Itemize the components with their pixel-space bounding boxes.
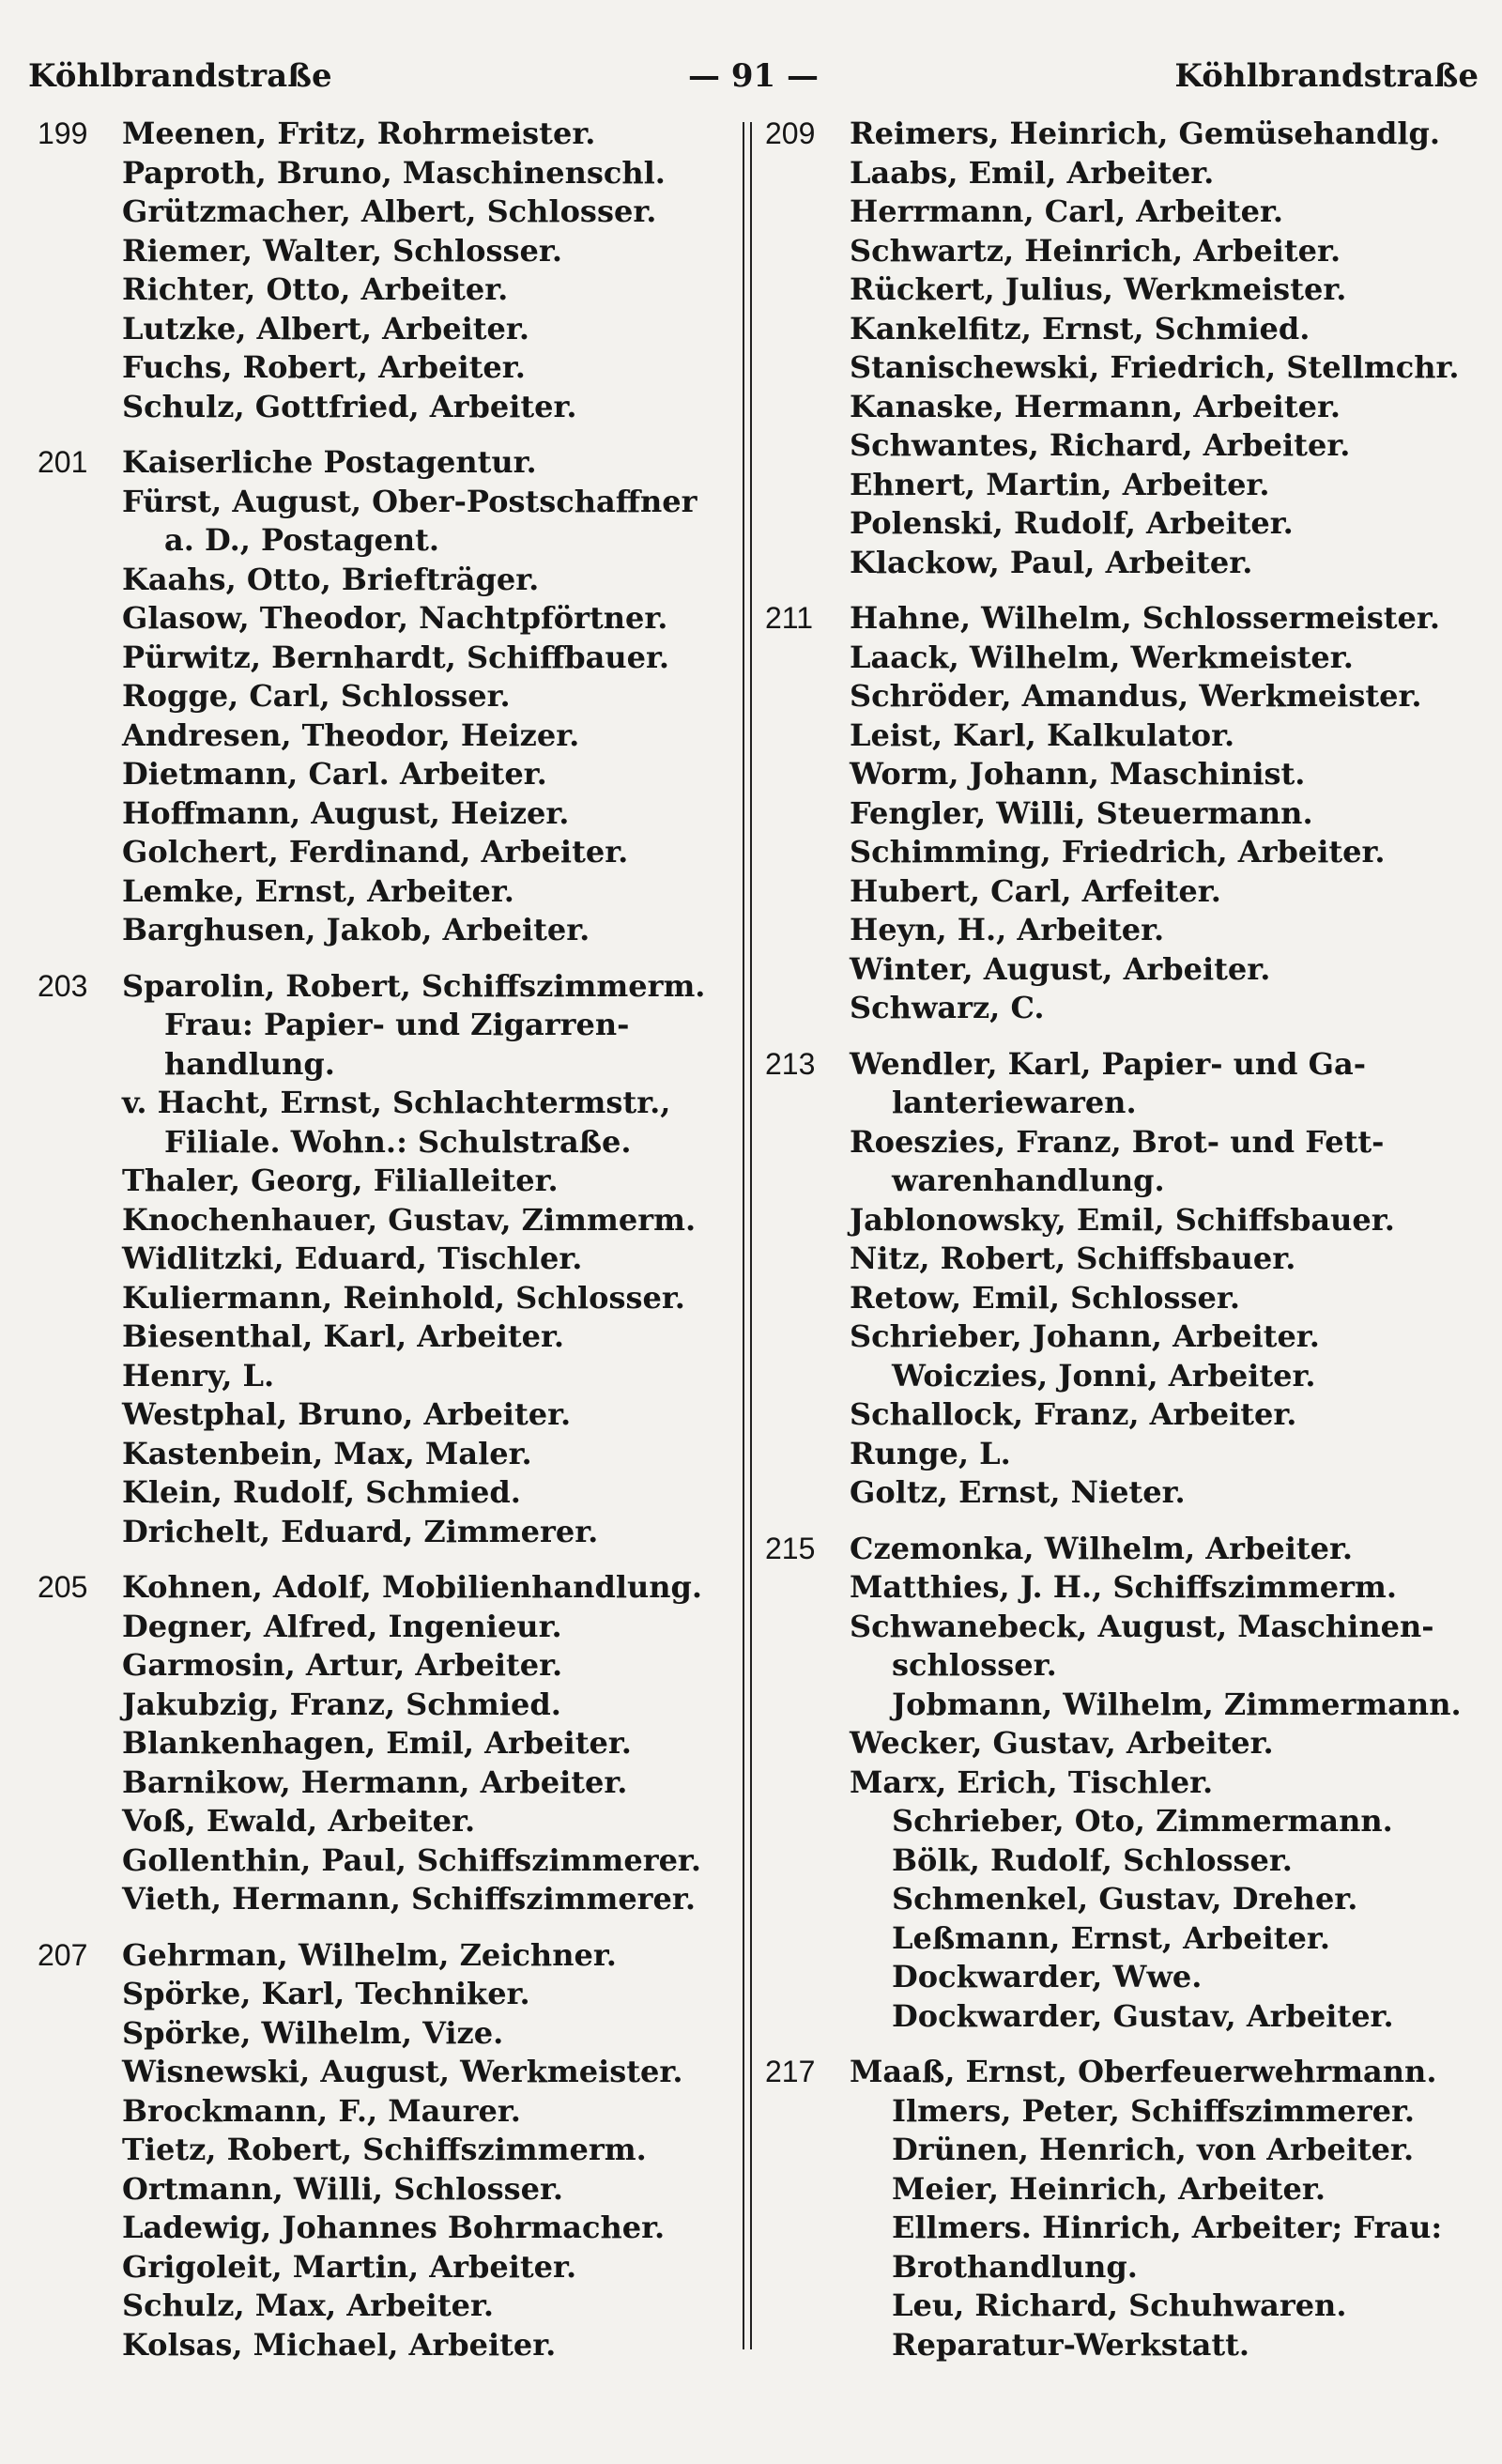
resident-line bbox=[765, 1646, 1479, 1686]
resident-line bbox=[38, 154, 732, 193]
resident-entry: Wendler, Karl, Papier- und Ga- bbox=[850, 1045, 1366, 1082]
resident-entry: Schröder, Amandus, Werkmeister. bbox=[850, 678, 1422, 714]
resident-line bbox=[765, 2248, 1479, 2287]
resident-line bbox=[765, 232, 1479, 271]
resident-line bbox=[765, 872, 1479, 912]
resident-entry: Blankenhagen, Emil, Arbeiter. bbox=[122, 1725, 632, 1761]
resident-entry: Reimers, Heinrich, Gemüsehandlg. bbox=[850, 116, 1441, 151]
resident-line bbox=[765, 2209, 1479, 2248]
resident-line bbox=[38, 1724, 732, 1763]
resident-line bbox=[38, 1357, 732, 1396]
house-entry bbox=[38, 443, 732, 950]
resident-entry: Kolsas, Michael, Arbeiter. bbox=[122, 2326, 557, 2363]
resident-entry: Vieth, Hermann, Schiffszimmerer. bbox=[122, 1881, 696, 1917]
resident-line bbox=[765, 794, 1479, 834]
resident-line bbox=[38, 1608, 732, 1647]
resident-entry: Herrmann, Carl, Arbeiter. bbox=[850, 193, 1283, 229]
resident-line bbox=[765, 1608, 1479, 1647]
resident-entry: Drichelt, Eduard, Zimmerer. bbox=[122, 1513, 599, 1549]
resident-entry: Barnikow, Hermann, Arbeiter. bbox=[122, 1763, 628, 1800]
resident-line bbox=[38, 1006, 732, 1045]
resident-entry: warenhandlung. bbox=[892, 1163, 1165, 1198]
resident-entry: Fengler, Willi, Steuermann. bbox=[850, 794, 1313, 831]
resident-entry: Ellmers. Hinrich, Arbeiter; Frau: bbox=[892, 2210, 1443, 2245]
resident-line bbox=[765, 716, 1479, 756]
resident-line bbox=[38, 1841, 732, 1881]
resident-entry: Marx, Erich, Tischler. bbox=[850, 1763, 1214, 1800]
right-column bbox=[765, 115, 1479, 2381]
resident-line bbox=[765, 1317, 1479, 1357]
resident-line bbox=[765, 911, 1479, 950]
resident-entry: Meier, Heinrich, Arbeiter. bbox=[892, 2170, 1326, 2207]
resident-entry: Jablonowsky, Emil, Schiffsbauer. bbox=[850, 1201, 1395, 1238]
page-header bbox=[28, 54, 1479, 98]
resident-entry: Fürst, August, Ober-Postschaffner bbox=[122, 483, 697, 519]
resident-entry: Glasow, Theodor, Nachtpförtner. bbox=[122, 600, 668, 636]
house-entry bbox=[765, 2053, 1479, 2364]
resident-line bbox=[38, 1045, 732, 1085]
resident-line bbox=[765, 2326, 1479, 2365]
resident-line bbox=[38, 2053, 732, 2092]
resident-entry: Rogge, Carl, Schlosser. bbox=[122, 678, 511, 714]
house-entry bbox=[765, 115, 1479, 582]
resident-line bbox=[765, 2170, 1479, 2210]
resident-line bbox=[38, 1473, 732, 1513]
resident-entry: Dietmann, Carl. Arbeiter. bbox=[122, 756, 547, 792]
resident-entry: schlosser. bbox=[892, 1647, 1057, 1683]
resident-line bbox=[38, 2170, 732, 2210]
resident-entry: v. Hacht, Ernst, Schlachtermstr., bbox=[122, 1085, 671, 1120]
resident-line bbox=[38, 388, 732, 427]
resident-entry: Laack, Wilhelm, Werkmeister. bbox=[850, 639, 1354, 675]
house-number: 201 bbox=[38, 445, 88, 479]
resident-entry: Polenski, Rudolf, Arbeiter. bbox=[850, 505, 1294, 541]
resident-entry: Kastenbein, Max, Maler. bbox=[122, 1435, 532, 1471]
resident-entry: Kohnen, Adolf, Mobilienhandlung. bbox=[122, 1569, 703, 1605]
house-number: 215 bbox=[765, 1531, 816, 1565]
resident-entry: Schrieber, Oto, Zimmermann. bbox=[892, 1803, 1393, 1839]
left-column bbox=[38, 115, 732, 2381]
resident-entry: Spörke, Karl, Techniker. bbox=[122, 1976, 530, 2011]
resident-line bbox=[765, 950, 1479, 990]
resident-line bbox=[38, 716, 732, 756]
resident-line bbox=[38, 2287, 732, 2326]
resident-entry: Garmosin, Artur, Arbeiter. bbox=[122, 1647, 563, 1683]
resident-entry: Filiale. Wohn.: Schulstraße. bbox=[164, 1123, 632, 1160]
resident-line bbox=[765, 1686, 1479, 1725]
resident-entry: Laabs, Emil, Arbeiter. bbox=[850, 154, 1215, 191]
resident-entry: Leßmann, Ernst, Arbeiter. bbox=[892, 1919, 1330, 1956]
resident-line bbox=[765, 270, 1479, 310]
house-entry bbox=[765, 599, 1479, 1028]
resident-entry: a. D., Postagent. bbox=[164, 522, 440, 558]
resident-entry: handlung. bbox=[164, 1045, 335, 1082]
resident-line bbox=[38, 1435, 732, 1474]
resident-entry: Schwanebeck, August, Maschinen- bbox=[850, 1608, 1434, 1644]
resident-line bbox=[38, 521, 732, 561]
resident-entry: lanteriewaren. bbox=[892, 1085, 1137, 1120]
resident-entry: Bölk, Rudolf, Schlosser. bbox=[892, 1841, 1293, 1878]
resident-line bbox=[765, 154, 1479, 193]
resident-entry: Schulz, Max, Arbeiter. bbox=[122, 2287, 495, 2323]
resident-line bbox=[765, 466, 1479, 505]
column-divider bbox=[743, 122, 752, 2349]
resident-line bbox=[765, 1568, 1479, 1608]
resident-entry: Wecker, Gustav, Arbeiter. bbox=[850, 1725, 1274, 1761]
resident-line bbox=[765, 1473, 1479, 1513]
resident-line bbox=[38, 232, 732, 271]
resident-line bbox=[38, 1880, 732, 1919]
resident-entry: Henry, L. bbox=[122, 1357, 275, 1394]
resident-line bbox=[38, 1395, 732, 1435]
resident-line bbox=[765, 989, 1479, 1028]
resident-line bbox=[765, 755, 1479, 794]
resident-line bbox=[765, 1919, 1479, 1959]
resident-line bbox=[38, 2131, 732, 2170]
resident-line bbox=[765, 1201, 1479, 1240]
resident-line bbox=[765, 1763, 1479, 1803]
resident-line bbox=[765, 2092, 1479, 2132]
resident-entry: Schulz, Gottfried, Arbeiter. bbox=[122, 388, 577, 424]
resident-line bbox=[38, 1936, 732, 1976]
resident-line bbox=[765, 1123, 1479, 1163]
resident-entry: Leist, Karl, Kalkulator. bbox=[850, 716, 1235, 753]
house-number: 207 bbox=[38, 1937, 88, 1972]
resident-entry: Schwartz, Heinrich, Arbeiter. bbox=[850, 232, 1341, 269]
resident-line bbox=[765, 1724, 1479, 1763]
resident-line bbox=[765, 1435, 1479, 1474]
resident-line bbox=[38, 677, 732, 716]
house-number: 205 bbox=[38, 1570, 88, 1604]
resident-entry: Hoffmann, August, Heizer. bbox=[122, 794, 570, 831]
resident-entry: Biesenthal, Karl, Arbeiter. bbox=[122, 1318, 565, 1354]
resident-line bbox=[765, 1395, 1479, 1435]
resident-line bbox=[765, 504, 1479, 544]
resident-entry: Stanischewski, Friedrich, Stellmchr. bbox=[850, 349, 1460, 385]
resident-line bbox=[38, 443, 732, 483]
resident-entry: Kanaske, Hermann, Arbeiter. bbox=[850, 388, 1341, 424]
resident-entry: Czemonka, Wilhelm, Arbeiter. bbox=[850, 1530, 1354, 1566]
resident-line bbox=[765, 833, 1479, 872]
house-entry bbox=[38, 967, 732, 1552]
resident-line bbox=[38, 1317, 732, 1357]
resident-line bbox=[38, 2014, 732, 2054]
resident-entry: Heyn, H., Arbeiter. bbox=[850, 912, 1165, 947]
resident-entry: Reparatur-Werkstatt. bbox=[892, 2326, 1250, 2363]
resident-line bbox=[765, 677, 1479, 716]
resident-entry: Grigoleit, Martin, Arbeiter. bbox=[122, 2248, 577, 2285]
resident-line bbox=[38, 1568, 732, 1608]
resident-entry: Westphal, Bruno, Arbeiter. bbox=[122, 1396, 572, 1432]
resident-entry: Klackow, Paul, Arbeiter. bbox=[850, 544, 1253, 580]
resident-line bbox=[38, 115, 732, 154]
resident-line bbox=[38, 2092, 732, 2132]
resident-line bbox=[765, 192, 1479, 232]
resident-entry: Drünen, Henrich, von Arbeiter. bbox=[892, 2132, 1415, 2167]
resident-line bbox=[38, 1763, 732, 1803]
house-entry bbox=[38, 1568, 732, 1919]
resident-line bbox=[765, 2287, 1479, 2326]
resident-line bbox=[38, 794, 732, 834]
resident-line bbox=[38, 1240, 732, 1279]
resident-entry: Schmenkel, Gustav, Dreher. bbox=[892, 1881, 1358, 1917]
resident-entry: Hubert, Carl, Arfeiter. bbox=[850, 872, 1221, 909]
resident-entry: Retow, Emil, Schlosser. bbox=[850, 1279, 1240, 1316]
resident-entry: Ilmers, Peter, Schiffszimmerer. bbox=[892, 2092, 1415, 2129]
resident-entry: Schwarz, C. bbox=[850, 990, 1045, 1025]
resident-entry: Kaiserliche Postagentur. bbox=[122, 444, 537, 480]
resident-entry: Spörke, Wilhelm, Vize. bbox=[122, 2014, 504, 2051]
house-number: 213 bbox=[765, 1046, 816, 1081]
resident-line bbox=[765, 1279, 1479, 1318]
resident-entry: Golchert, Ferdinand, Arbeiter. bbox=[122, 834, 629, 870]
resident-line bbox=[38, 967, 732, 1007]
resident-entry: Brockmann, F., Maurer. bbox=[122, 2092, 521, 2129]
resident-line bbox=[765, 388, 1479, 427]
resident-line bbox=[765, 426, 1479, 466]
resident-entry: Kaahs, Otto, Briefträger. bbox=[122, 561, 540, 597]
header-street-right: Köhlbrandstraße bbox=[1174, 57, 1479, 95]
page-number: — 91 — bbox=[688, 57, 819, 95]
resident-line bbox=[765, 115, 1479, 154]
resident-line bbox=[38, 310, 732, 349]
resident-line bbox=[765, 2053, 1479, 2092]
resident-line bbox=[765, 599, 1479, 639]
resident-line bbox=[765, 1240, 1479, 1279]
resident-entry: Tietz, Robert, Schiffszimmerm. bbox=[122, 2132, 647, 2167]
resident-entry: Ortmann, Willi, Schlosser. bbox=[122, 2170, 564, 2207]
resident-entry: Meenen, Fritz, Rohrmeister. bbox=[122, 116, 596, 151]
resident-line bbox=[765, 1880, 1479, 1919]
resident-entry: Maaß, Ernst, Oberfeuerwehrmann. bbox=[850, 2054, 1437, 2089]
resident-line bbox=[765, 1084, 1479, 1123]
house-number: 199 bbox=[38, 116, 88, 150]
resident-entry: Leu, Richard, Schuhwaren. bbox=[892, 2287, 1347, 2323]
resident-line bbox=[38, 2209, 732, 2248]
house-number: 203 bbox=[38, 968, 88, 1003]
resident-entry: Roeszies, Franz, Brot- und Fett- bbox=[850, 1123, 1385, 1160]
resident-line bbox=[38, 872, 732, 912]
resident-line bbox=[765, 1162, 1479, 1201]
resident-entry: Widlitzki, Eduard, Tischler. bbox=[122, 1240, 583, 1276]
resident-entry: Lutzke, Albert, Arbeiter. bbox=[122, 310, 529, 346]
resident-line bbox=[38, 1975, 732, 2014]
resident-line bbox=[38, 1802, 732, 1841]
resident-line bbox=[38, 1513, 732, 1552]
resident-entry: Lemke, Ernst, Arbeiter. bbox=[122, 872, 514, 909]
house-entry bbox=[765, 1530, 1479, 2037]
resident-entry: Jobmann, Wilhelm, Zimmermann. bbox=[892, 1686, 1462, 1722]
resident-entry: Ladewig, Johannes Bohrmacher. bbox=[122, 2210, 666, 2245]
resident-entry: Hahne, Wilhelm, Schlossermeister. bbox=[850, 600, 1440, 636]
resident-entry: Worm, Johann, Maschinist. bbox=[850, 756, 1306, 792]
resident-entry: Barghusen, Jakob, Arbeiter. bbox=[122, 912, 590, 947]
resident-entry: Brothandlung. bbox=[892, 2248, 1138, 2285]
resident-line bbox=[38, 561, 732, 600]
resident-line bbox=[38, 1162, 732, 1201]
resident-line bbox=[38, 270, 732, 310]
resident-line bbox=[38, 833, 732, 872]
resident-entry: Grützmacher, Albert, Schlosser. bbox=[122, 193, 657, 229]
resident-entry: Woiczies, Jonni, Arbeiter. bbox=[892, 1357, 1316, 1394]
resident-line bbox=[765, 1530, 1479, 1569]
resident-entry: Riemer, Walter, Schlosser. bbox=[122, 232, 562, 269]
resident-line bbox=[765, 2131, 1479, 2170]
resident-entry: Paproth, Bruno, Maschinenschl. bbox=[122, 154, 666, 191]
resident-entry: Matthies, J. H., Schiffszimmerm. bbox=[850, 1569, 1397, 1605]
house-entry bbox=[765, 1045, 1479, 1513]
resident-entry: Gehrman, Wilhelm, Zeichner. bbox=[122, 1936, 617, 1973]
resident-entry: Schimming, Friedrich, Arbeiter. bbox=[850, 834, 1386, 870]
resident-entry: Sparolin, Robert, Schiffszimmerm. bbox=[122, 967, 706, 1004]
resident-entry: Goltz, Ernst, Nieter. bbox=[850, 1474, 1186, 1510]
resident-entry: Gollenthin, Paul, Schiffszimmerer. bbox=[122, 1841, 701, 1878]
house-number: 211 bbox=[765, 601, 814, 635]
resident-entry: Pürwitz, Bernhardt, Schiffbauer. bbox=[122, 639, 670, 675]
resident-entry: Fuchs, Robert, Arbeiter. bbox=[122, 349, 526, 385]
resident-entry: Runge, L. bbox=[850, 1435, 1011, 1471]
resident-entry: Schwantes, Richard, Arbeiter. bbox=[850, 427, 1351, 463]
resident-line bbox=[38, 1279, 732, 1318]
resident-line bbox=[765, 310, 1479, 349]
resident-line bbox=[765, 1802, 1479, 1841]
house-entry bbox=[38, 1936, 732, 2365]
resident-entry: Rückert, Julius, Werkmeister. bbox=[850, 271, 1347, 307]
resident-entry: Voß, Ewald, Arbeiter. bbox=[122, 1803, 476, 1839]
resident-line bbox=[765, 1841, 1479, 1881]
resident-line bbox=[38, 192, 732, 232]
resident-entry: Thaler, Georg, Filialleiter. bbox=[122, 1163, 559, 1198]
resident-line bbox=[765, 1958, 1479, 1997]
resident-entry: Frau: Papier- und Zigarren- bbox=[164, 1007, 630, 1042]
resident-line bbox=[38, 1686, 732, 1725]
resident-entry: Dockwarder, Wwe. bbox=[892, 1959, 1203, 1994]
resident-line bbox=[38, 2326, 732, 2365]
resident-line bbox=[765, 1997, 1479, 2037]
resident-line bbox=[765, 348, 1479, 388]
resident-line bbox=[765, 639, 1479, 678]
resident-line bbox=[765, 544, 1479, 583]
resident-entry: Degner, Alfred, Ingenieur. bbox=[122, 1608, 562, 1644]
resident-entry: Jakubzig, Franz, Schmied. bbox=[122, 1686, 561, 1722]
resident-line bbox=[38, 1084, 732, 1123]
resident-line bbox=[38, 755, 732, 794]
resident-line bbox=[38, 1123, 732, 1163]
resident-entry: Schrieber, Johann, Arbeiter. bbox=[850, 1318, 1320, 1354]
resident-line bbox=[38, 599, 732, 639]
resident-entry: Schallock, Franz, Arbeiter. bbox=[850, 1396, 1297, 1432]
resident-line bbox=[38, 2248, 732, 2287]
resident-entry: Wisnewski, August, Werkmeister. bbox=[122, 2054, 683, 2089]
resident-line bbox=[38, 348, 732, 388]
resident-entry: Andresen, Theodor, Heizer. bbox=[122, 716, 580, 753]
resident-entry: Dockwarder, Gustav, Arbeiter. bbox=[892, 1997, 1394, 2034]
header-street-left: Köhlbrandstraße bbox=[28, 57, 332, 95]
resident-entry: Knochenhauer, Gustav, Zimmerm. bbox=[122, 1201, 697, 1238]
resident-entry: Kuliermann, Reinhold, Schlosser. bbox=[122, 1279, 685, 1316]
resident-line bbox=[38, 1646, 732, 1686]
resident-line bbox=[38, 911, 732, 950]
resident-entry: Nitz, Robert, Schiffsbauer. bbox=[850, 1240, 1296, 1276]
house-number: 209 bbox=[765, 116, 816, 150]
resident-line bbox=[38, 483, 732, 522]
resident-line bbox=[38, 1201, 732, 1240]
resident-line bbox=[765, 1357, 1479, 1396]
house-entry bbox=[38, 115, 732, 426]
resident-entry: Kankelfitz, Ernst, Schmied. bbox=[850, 310, 1310, 346]
house-number: 217 bbox=[765, 2055, 816, 2088]
resident-entry: Klein, Rudolf, Schmied. bbox=[122, 1474, 521, 1510]
resident-line bbox=[765, 1045, 1479, 1085]
resident-line bbox=[38, 639, 732, 678]
resident-entry: Richter, Otto, Arbeiter. bbox=[122, 271, 509, 307]
resident-entry: Winter, August, Arbeiter. bbox=[850, 950, 1271, 987]
resident-entry: Ehnert, Martin, Arbeiter. bbox=[850, 466, 1270, 502]
